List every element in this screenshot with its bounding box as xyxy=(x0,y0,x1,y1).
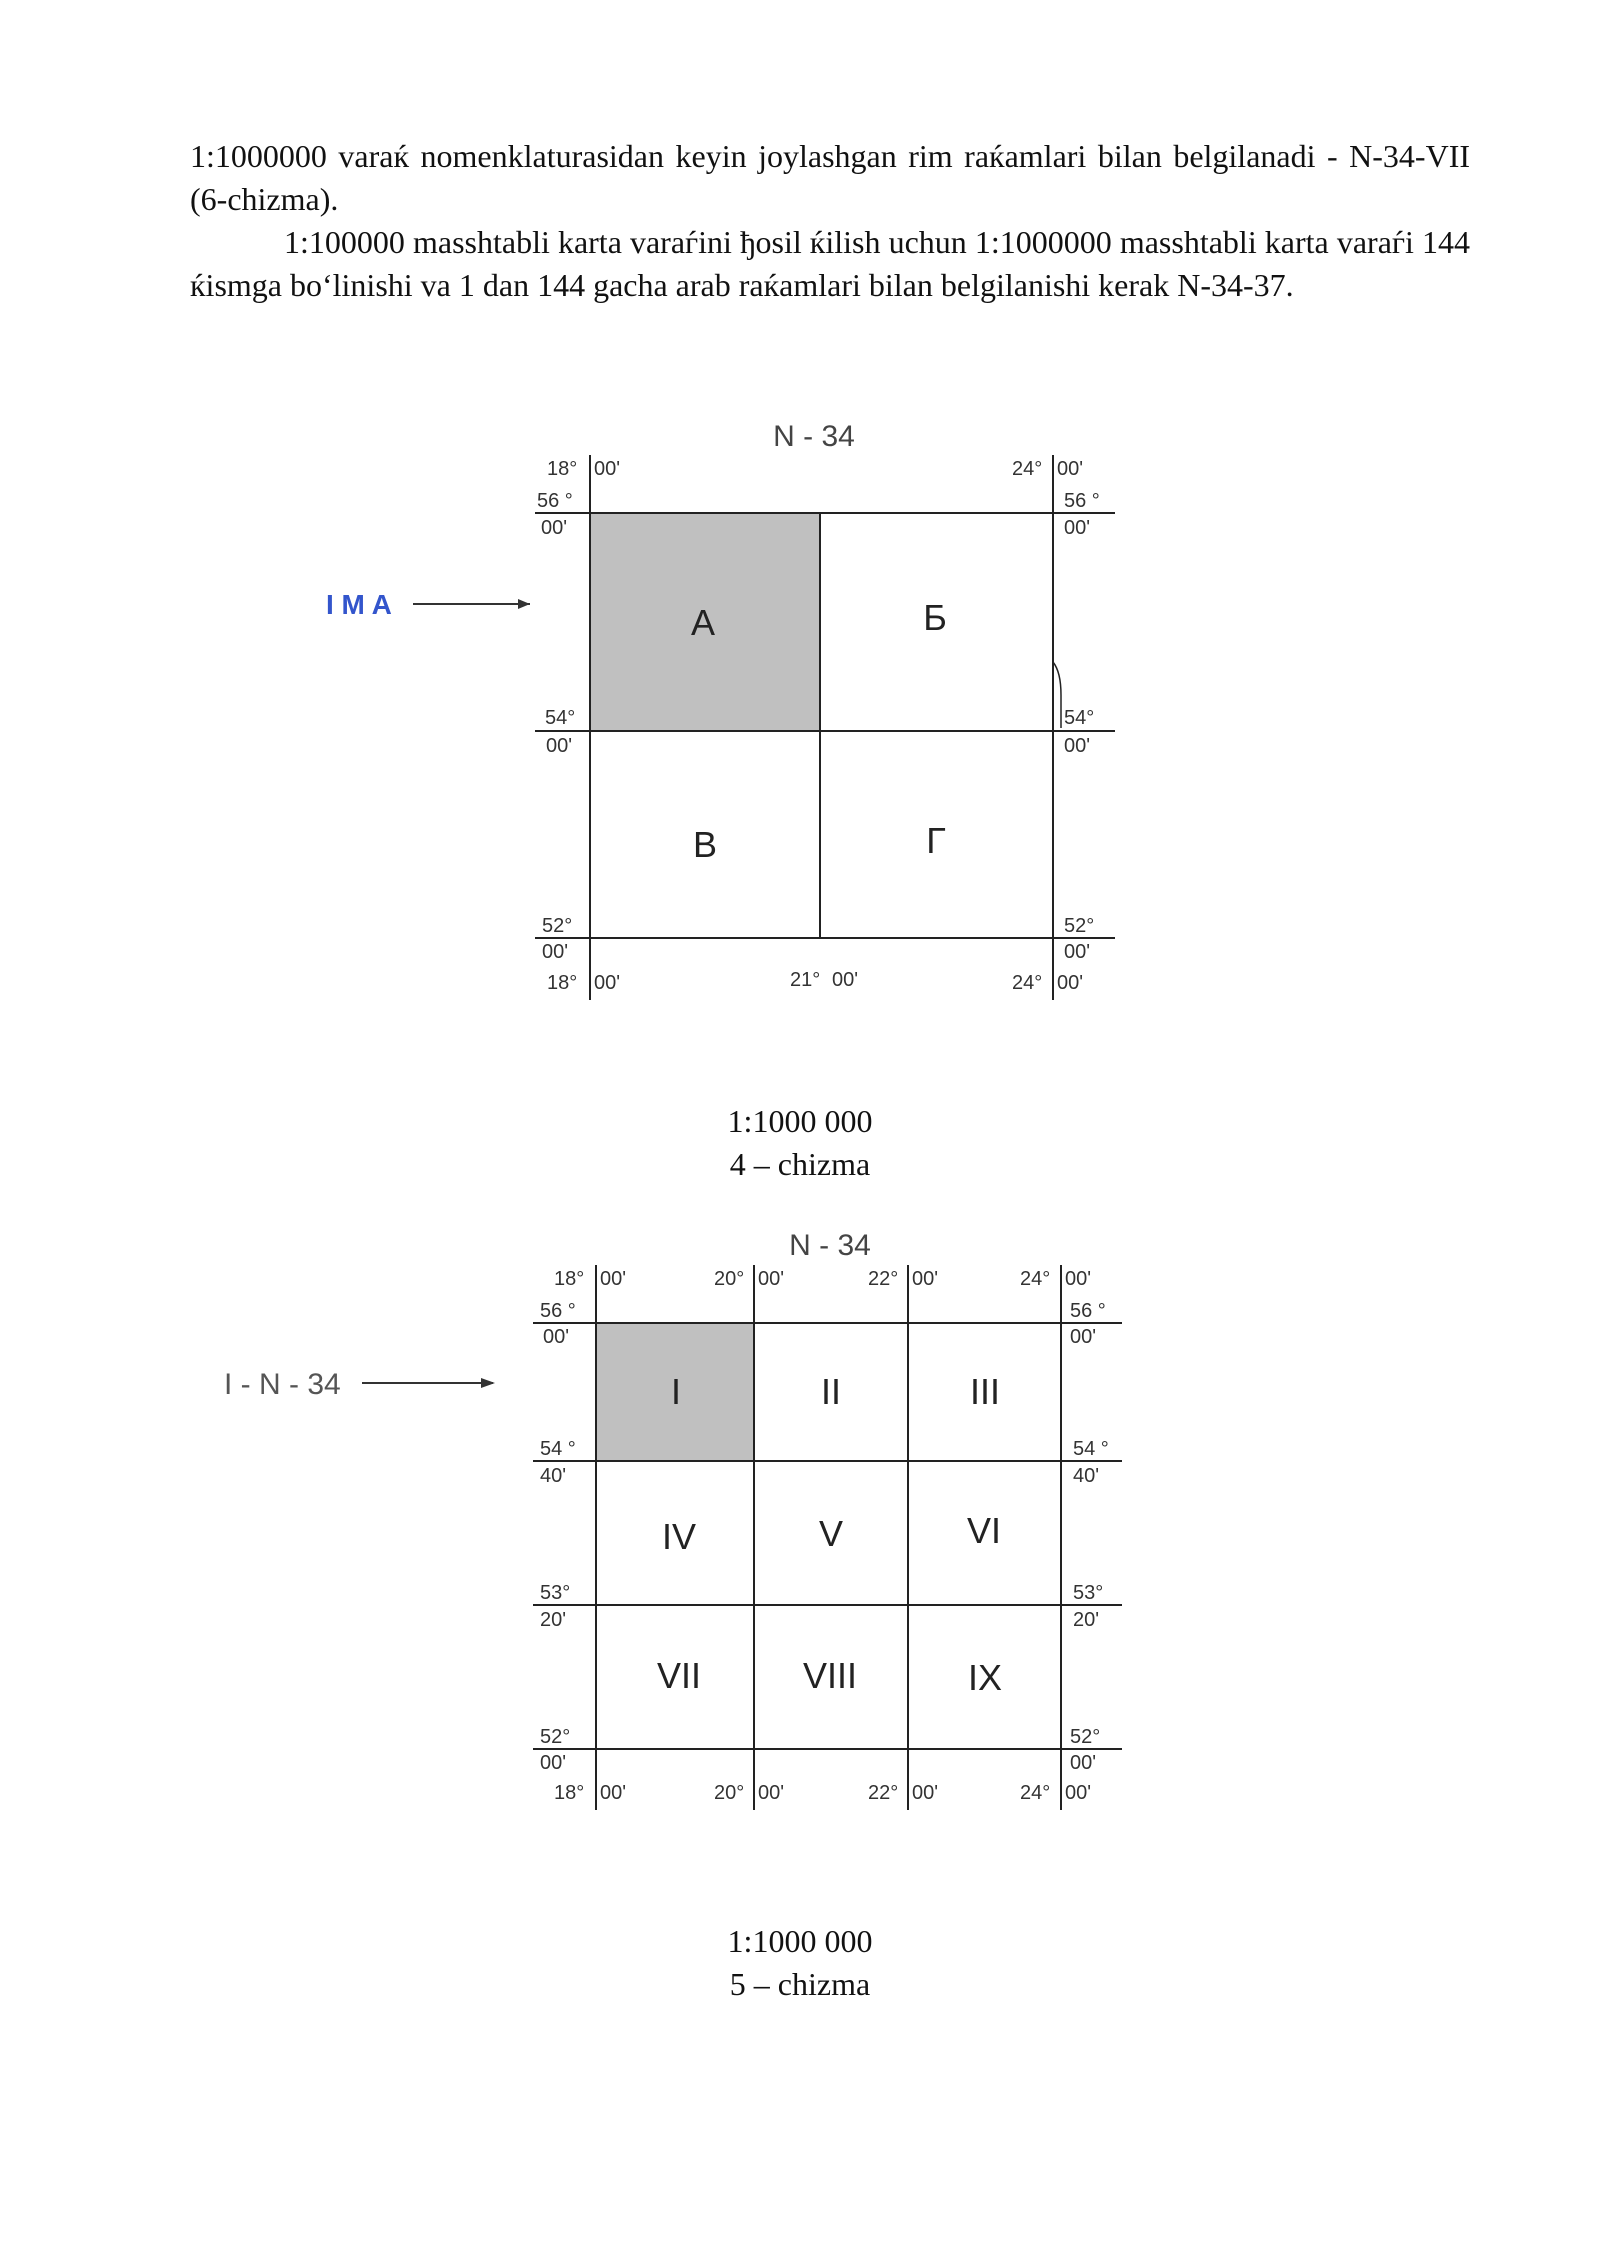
figure-5-cell: IX xyxy=(967,1657,1003,1698)
figure-5-title: N - 34 xyxy=(789,1229,871,1262)
figure-5-cell: I xyxy=(670,1371,682,1412)
figure-4-label: 00' xyxy=(546,735,573,757)
figure-5-label: 56 ° xyxy=(540,1300,576,1322)
figure-4-label: 00' xyxy=(541,517,568,539)
figure-5-label: 00' xyxy=(758,1782,785,1804)
figure-4-side-label: I M A xyxy=(326,589,392,620)
figure-5-label: 00' xyxy=(912,1782,939,1804)
body-text xyxy=(190,135,1470,307)
figure-5-label: 54 ° xyxy=(1073,1438,1109,1460)
figure-5-cell: VII xyxy=(656,1655,702,1696)
figure-5-label: 00' xyxy=(540,1752,567,1774)
figure-4-tick-mark xyxy=(1053,662,1061,728)
figure-5-label: 00' xyxy=(1070,1326,1097,1348)
figure-5-label: 24° xyxy=(1020,1782,1051,1804)
figure-5-label: 00' xyxy=(600,1782,627,1804)
figure-4-scale: 1:1000 000 xyxy=(727,1103,873,1139)
paragraph-2: 1:100000 masshtabli karta varaѓini ђosil ќilish uchun 1:1000000 masshtabli karta varaѓi 144 ќismga bo‘linishi va 1 dan 144 gacha arab raќamlari bilan belgilanishi kerak N-34-37. xyxy=(190,224,1470,303)
figure-5-label: 20' xyxy=(540,1609,567,1631)
figure-5-cell: III xyxy=(969,1371,1001,1412)
figure-4-label: 56 ° xyxy=(537,490,573,512)
figure-4-label: 52° xyxy=(1064,915,1095,937)
figure-4-cell-a: А xyxy=(690,602,716,643)
figure-5-cell: V xyxy=(818,1513,844,1554)
figure-5-label: 00' xyxy=(1070,1752,1097,1774)
figure-4-label: 00' xyxy=(594,458,621,480)
figure-5-label: 52° xyxy=(540,1726,571,1748)
figure-5-label: 18° xyxy=(554,1782,585,1804)
figure-5-cell: IV xyxy=(661,1516,697,1557)
figure-4-cell-b: Б xyxy=(923,597,947,638)
figure-4-label: 24° xyxy=(1012,972,1043,994)
figure-4-label: 54° xyxy=(545,707,576,729)
figure-5-label: 22° xyxy=(868,1782,899,1804)
figure-5-label: 00' xyxy=(758,1268,785,1290)
figure-5-diagram xyxy=(0,1225,1600,1825)
figure-4-label: 24° xyxy=(1012,458,1043,480)
figure-5-label: 00' xyxy=(543,1326,570,1348)
figure-5-label: 18° xyxy=(554,1268,585,1290)
figure-4-diagram xyxy=(0,410,1600,1010)
figure-4-label: 00' xyxy=(832,969,859,991)
figure-5-label: 00' xyxy=(912,1268,939,1290)
figure-5-arrow-head xyxy=(481,1378,495,1388)
figure-5-caption: 5 – chizma xyxy=(729,1966,871,2002)
figure-4-label: 18° xyxy=(547,972,578,994)
figure-5-cell: II xyxy=(820,1371,842,1412)
figure-5-label: 20° xyxy=(714,1782,745,1804)
figure-5-label: 22° xyxy=(868,1268,899,1290)
figure-4-label: 00' xyxy=(594,972,621,994)
figure-5-label: 00' xyxy=(1065,1268,1092,1290)
figure-5-cell: VIII xyxy=(802,1655,858,1696)
figure-4-label: 18° xyxy=(547,458,578,480)
figure-5-scale: 1:1000 000 xyxy=(727,1923,873,1959)
figure-5-label: 56 ° xyxy=(1070,1300,1106,1322)
figure-5-label: 20° xyxy=(714,1268,745,1290)
figure-4-cell-v: В xyxy=(692,824,718,865)
figure-5-label: 40' xyxy=(1073,1465,1100,1487)
figure-4-label: 00' xyxy=(1064,735,1091,757)
figure-5-label: 52° xyxy=(1070,1726,1101,1748)
figure-5-side-label: I - N - 34 xyxy=(224,1368,341,1401)
figure-5-label: 00' xyxy=(1065,1782,1092,1804)
figure-5-label: 00' xyxy=(600,1268,627,1290)
figure-4-label: 54° xyxy=(1064,707,1095,729)
figure-4-label: 52° xyxy=(542,915,573,937)
figure-4-label: 00' xyxy=(1057,458,1084,480)
paragraph-1: 1:1000000 varaќ nomenklaturasidan keyin joylashgan rim raќamlari bilan belgilanadi - N-34-VII (6-chizma). xyxy=(190,138,1470,217)
figure-5-label: 40' xyxy=(540,1465,567,1487)
figure-5-label: 54 ° xyxy=(540,1438,576,1460)
figure-5-label: 53° xyxy=(1073,1582,1104,1604)
figure-4-label: 00' xyxy=(1064,517,1091,539)
figure-4-label: 56 ° xyxy=(1064,490,1100,512)
figure-4-label: 00' xyxy=(1057,972,1084,994)
figure-4-arrow-head xyxy=(518,599,530,609)
figure-4-caption: 4 – chizma xyxy=(729,1146,871,1182)
figure-5-label: 24° xyxy=(1020,1268,1051,1290)
figure-5-cell: VI xyxy=(966,1510,1002,1551)
figure-5-label: 53° xyxy=(540,1582,571,1604)
figure-4-label: 21° xyxy=(790,969,821,991)
figure-4-label: 00' xyxy=(1064,941,1091,963)
figure-5-label: 20' xyxy=(1073,1609,1100,1631)
figure-4-title: N - 34 xyxy=(773,420,855,453)
figure-4-cell-g: Г xyxy=(926,820,946,861)
figure-4-label: 00' xyxy=(542,941,569,963)
